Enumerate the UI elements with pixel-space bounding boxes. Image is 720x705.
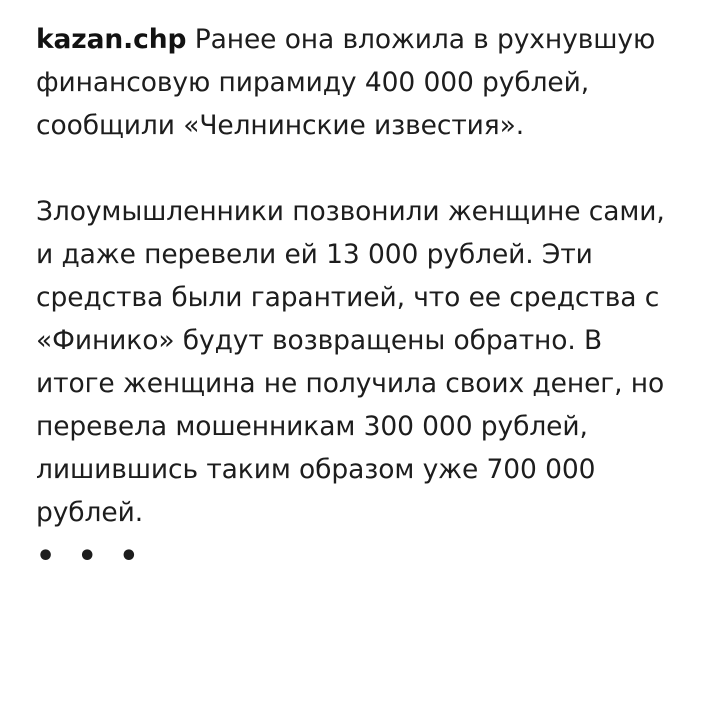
caption-text <box>36 18 684 534</box>
username-link[interactable]: kazan.chp <box>36 24 187 55</box>
caption-paragraph-2: Злоумышленники позвонили женщине сами, и даже перевели ей 13 000 рублей. Эти средства были гарантией, что ее средства с «Финико» будут возвращены обратно. В итоге женщина не получила своих денег, но перевела мошенникам 300 000 рублей, лишившись таким образом уже 700 000 рублей. <box>36 196 665 528</box>
caption-paragraph-1 <box>36 18 684 147</box>
paragraph-spacer <box>36 147 684 190</box>
more-options-icon[interactable]: • • • <box>36 539 145 574</box>
caption-paragraph-1-text: Ранее она вложила в рухнувшую финансовую пирамиду 400 000 рублей, сообщили «Челнинские известия». <box>36 24 656 141</box>
